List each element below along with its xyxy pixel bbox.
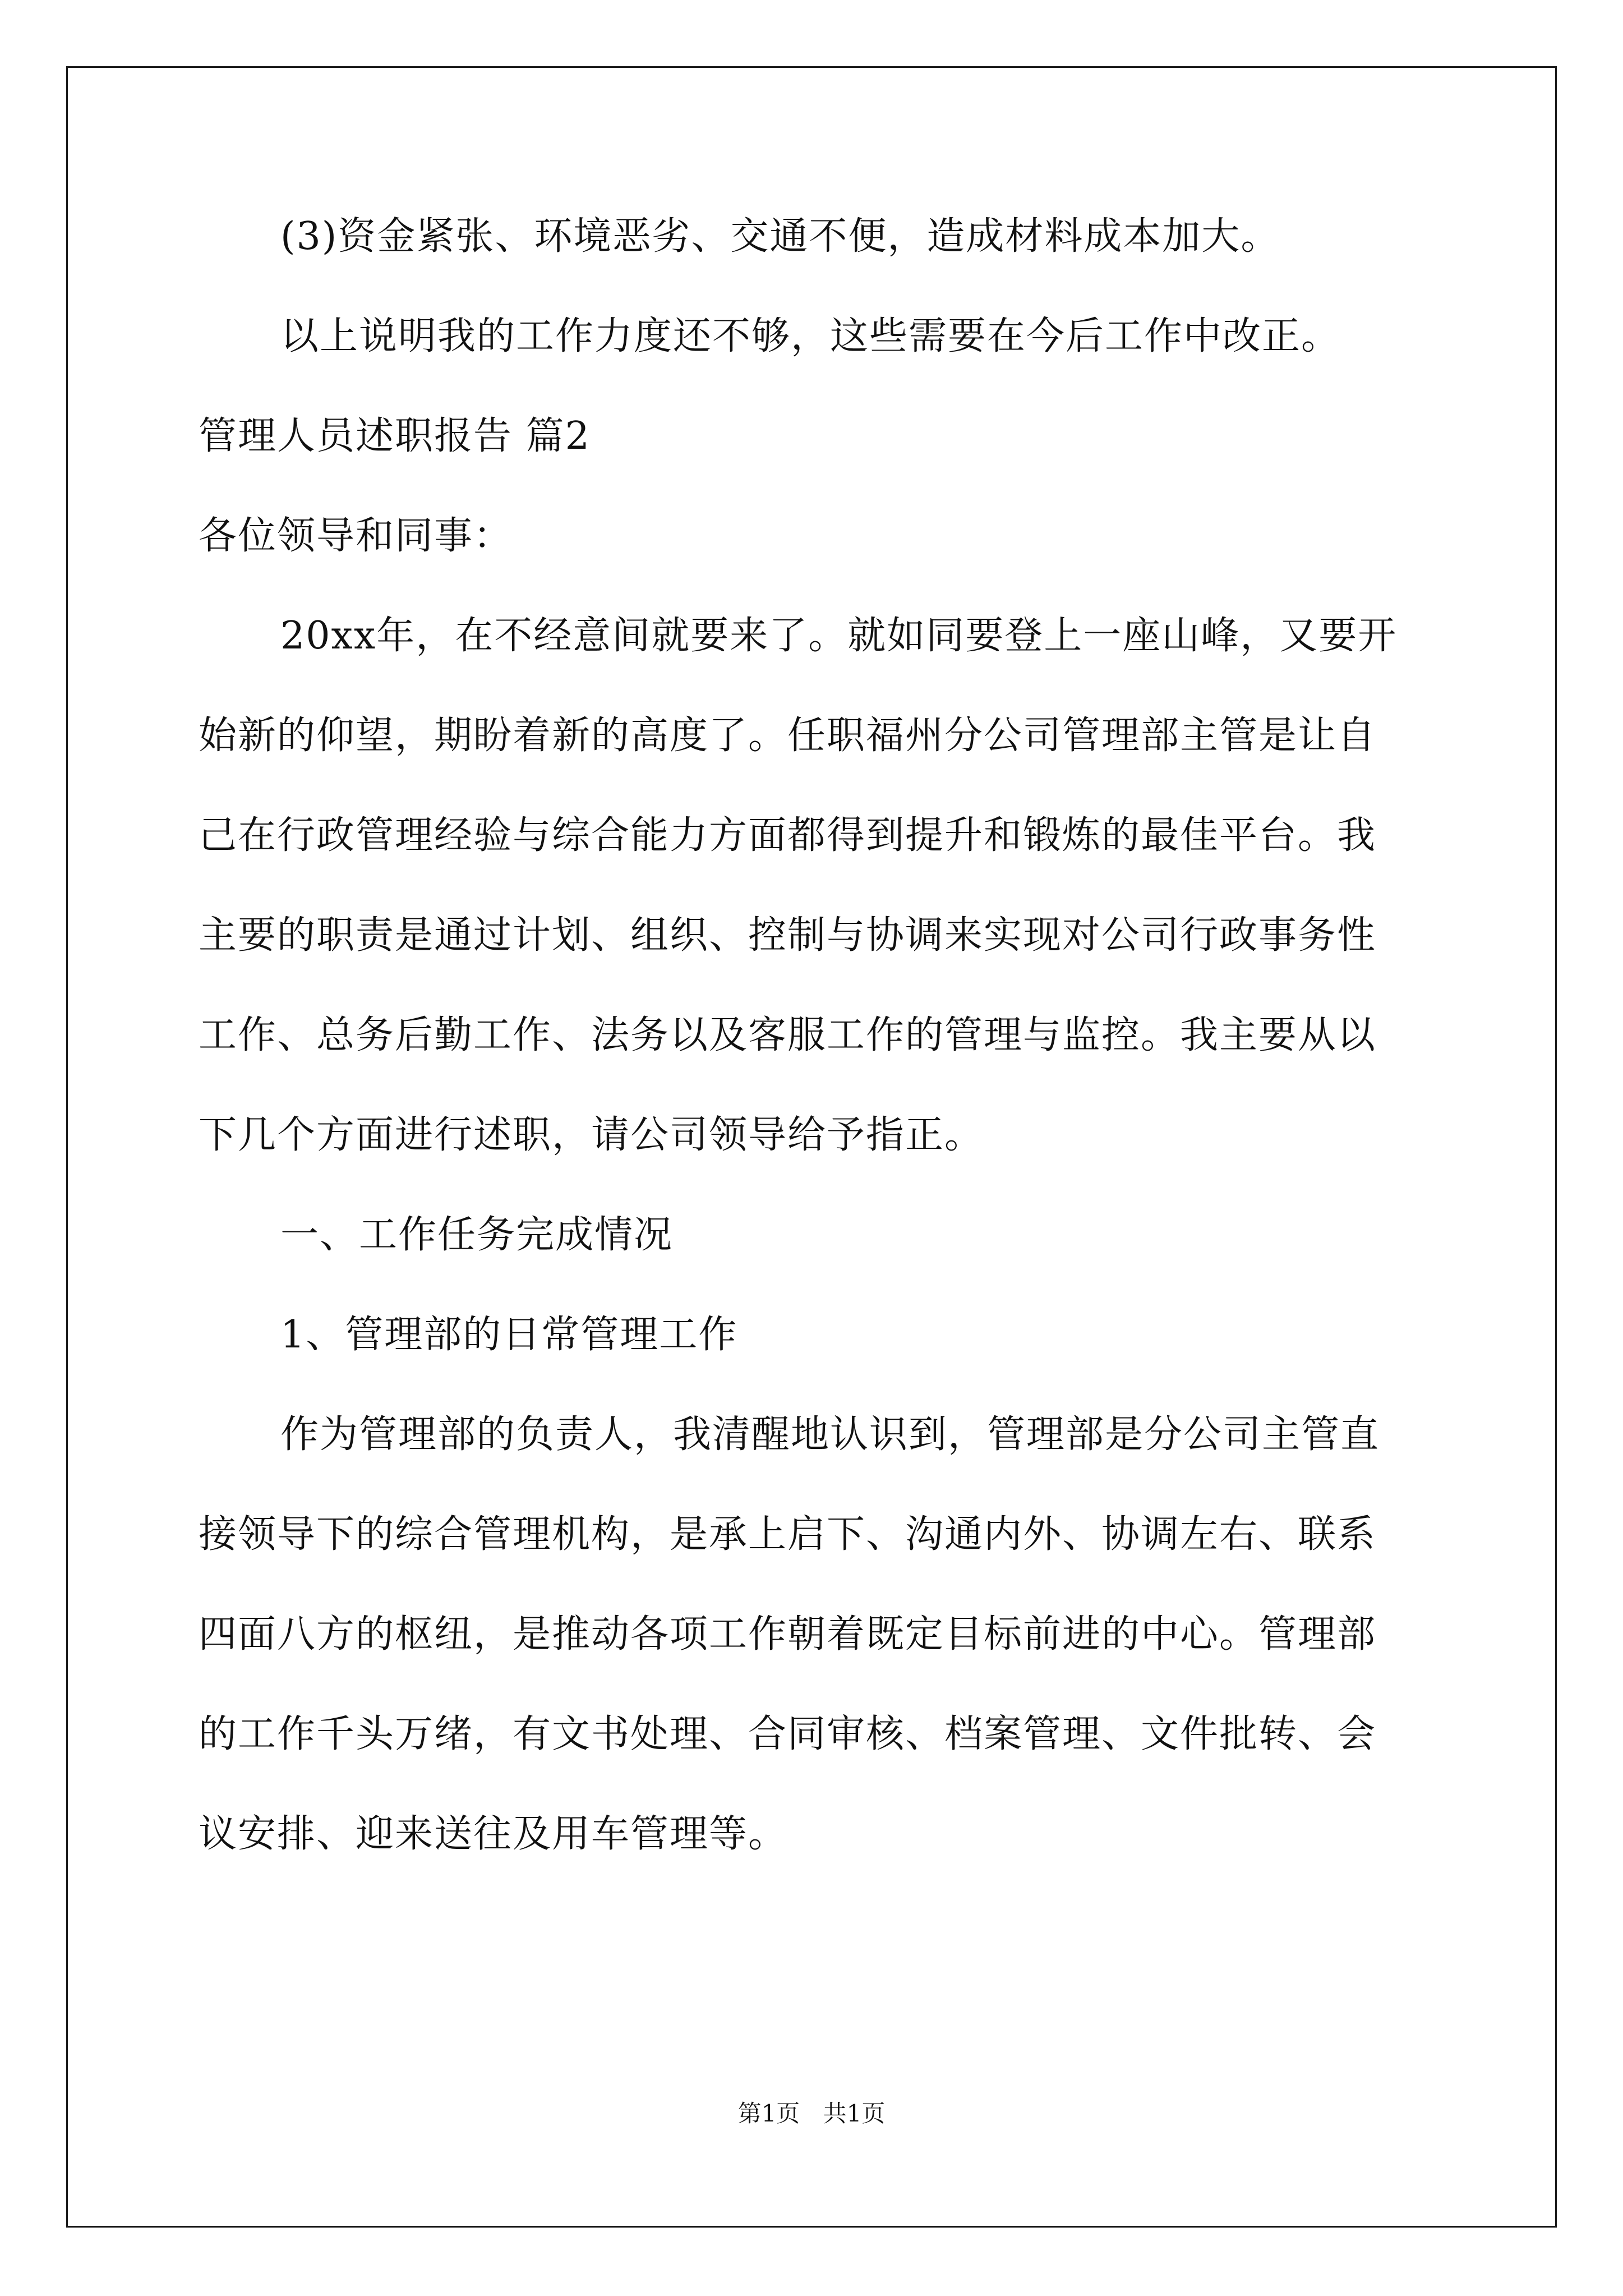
paragraph-line: 20xx年，在不经意间就要来了。就如同要登上一座山峰，又要开 [280, 614, 1398, 658]
paragraph-line: 己在行政管理经验与综合能力方面都得到提升和锻炼的最佳平台。我 [199, 813, 1377, 858]
paragraph-line: 作为管理部的负责人，我清醒地认识到，管理部是分公司主管直 [280, 1412, 1380, 1457]
paragraph-line: 的工作千头万绪，有文书处理、合同审核、档案管理、文件批转、会 [199, 1712, 1377, 1756]
paragraph-line: 始新的仰望，期盼着新的高度了。任职福州分公司管理部主管是让自 [199, 714, 1377, 758]
paragraph-line: 接领导下的综合管理机构，是承上启下、沟通内外、协调左右、联系 [199, 1512, 1377, 1557]
salutation: 各位领导和同事： [199, 514, 513, 558]
page-total: 共1页 [823, 2100, 886, 2127]
paragraph-line: 以上说明我的工作力度还不够，这些需要在今后工作中改正。 [280, 314, 1341, 358]
paragraph-line: 主要的职责是通过计划、组织、控制与协调来实现对公司行政事务性 [199, 913, 1377, 958]
section-heading: 管理人员述职报告 篇2 [199, 414, 591, 458]
page-footer [0, 2102, 1623, 2125]
paragraph-line: 议安排、迎来送往及用车管理等。 [199, 1812, 788, 1856]
subheading: 1、管理部的日常管理工作 [280, 1313, 738, 1357]
paragraph-line: (3)资金紧张、环境恶劣、交通不便，造成材料成本加大。 [280, 214, 1280, 259]
page-number: 第1页 [737, 2100, 800, 2127]
subheading: 一、工作任务完成情况 [280, 1213, 674, 1257]
paragraph-line: 四面八方的枢纽，是推动各项工作朝着既定目标前进的中心。管理部 [199, 1612, 1377, 1657]
paragraph-line: 下几个方面进行述职，请公司领导给予指正。 [199, 1113, 984, 1157]
paragraph-line: 工作、总务后勤工作、法务以及客服工作的管理与监控。我主要从以 [199, 1013, 1377, 1057]
